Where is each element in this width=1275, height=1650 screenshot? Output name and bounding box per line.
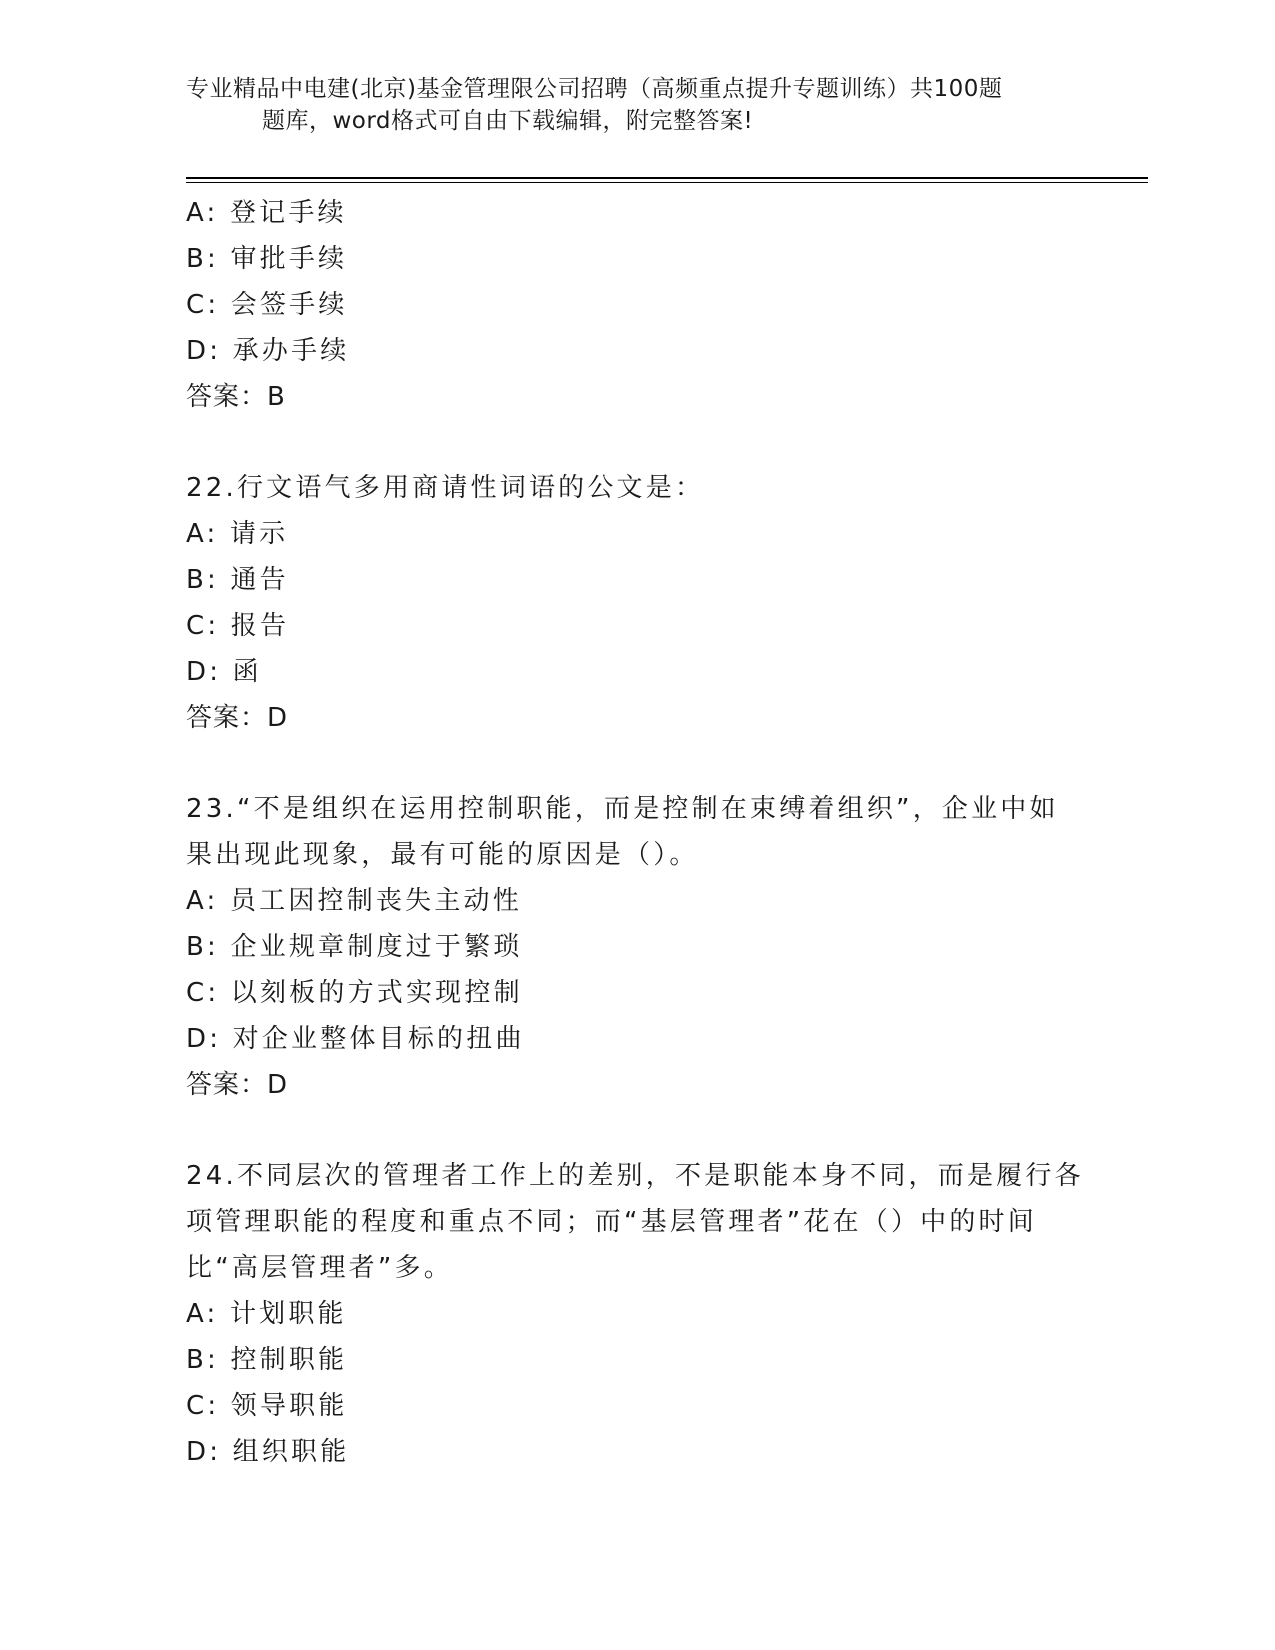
question-stem: 项管理职能的程度和重点不同；而“基层管理者”花在（）中的时间 [186, 1207, 1037, 1237]
option-a: A: 计划职能 [186, 1299, 347, 1329]
question-21 [186, 190, 1086, 420]
answer-label: 答案：D [186, 703, 289, 733]
header-divider-thick [186, 177, 1148, 179]
answer-label: 答案：D [186, 1070, 289, 1100]
option-b: B: 企业规章制度过于繁琐 [186, 932, 523, 962]
option-b: B: 通告 [186, 565, 289, 595]
header-divider-thin [186, 182, 1148, 183]
option-a: A: 登记手续 [186, 198, 347, 228]
option-d: D: 对企业整体目标的扭曲 [186, 1024, 525, 1054]
document-header [186, 73, 1086, 137]
question-stem: 22.行文语气多用商请性词语的公文是： [186, 473, 705, 503]
question-stem: 24.不同层次的管理者工作上的差别，不是职能本身不同，而是履行各 [186, 1161, 1084, 1191]
option-c: C: 领导职能 [186, 1391, 348, 1421]
question-list [186, 190, 1086, 1475]
question-stem: 比“高层管理者”多。 [186, 1253, 453, 1283]
question-stem: 23.“不是组织在运用控制职能，而是控制在束缚着组织”，企业中如 [186, 794, 1059, 824]
question-22 [186, 465, 1086, 741]
question-23 [186, 786, 1086, 1108]
option-a: A: 员工因控制丧失主动性 [186, 886, 522, 916]
option-d: D: 组织职能 [186, 1437, 350, 1467]
question-stem: 果出现此现象，最有可能的原因是（）。 [186, 840, 699, 870]
question-24 [186, 1153, 1086, 1475]
option-a: A: 请示 [186, 519, 289, 549]
answer-label: 答案：B [186, 382, 286, 412]
option-b: B: 控制职能 [186, 1345, 348, 1375]
option-c: C: 以刻板的方式实现控制 [186, 978, 523, 1008]
option-d: D: 承办手续 [186, 336, 350, 366]
option-b: B: 审批手续 [186, 244, 348, 274]
option-c: C: 会签手续 [186, 290, 348, 320]
option-c: C: 报告 [186, 611, 290, 641]
header-title-line-1: 专业精品中电建(北京)基金管理限公司招聘（高频重点提升专题训练）共100题 [186, 76, 1003, 102]
option-d: D: 函 [186, 657, 262, 687]
header-title-line-2: 题库，word格式可自由下载编辑，附完整答案! [262, 108, 754, 134]
